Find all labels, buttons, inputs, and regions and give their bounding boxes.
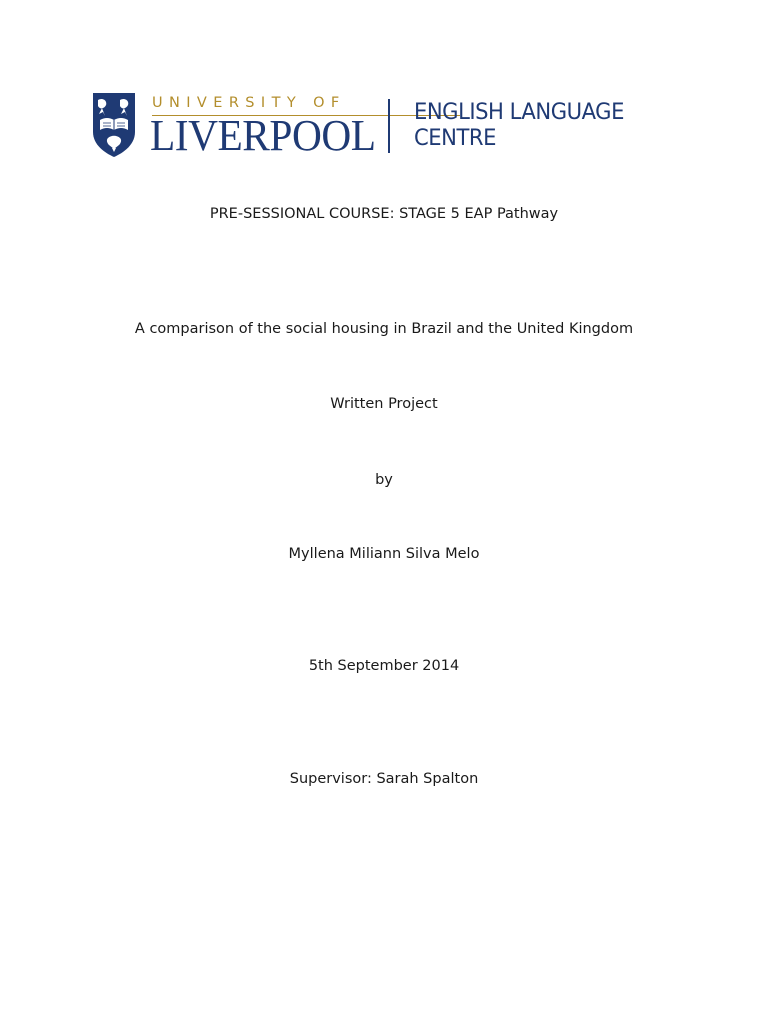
liverpool-crest-icon (92, 92, 136, 158)
by-label: by (375, 472, 393, 488)
supervisor-line: Supervisor: Sarah Spalton (289, 771, 479, 787)
course-heading: PRE-SESSIONAL COURSE: STAGE 5 EAP Pathway (209, 206, 559, 222)
university-of-text: UNIVERSITY OF (152, 95, 346, 111)
author-name: Myllena Miliann Silva Melo (288, 546, 480, 562)
university-logo (92, 92, 662, 160)
english-language-centre (414, 100, 624, 152)
document-date: 5th September 2014 (308, 658, 460, 674)
liverpool-wordmark: LIVERPOOL (150, 111, 376, 160)
logo-divider (388, 99, 390, 153)
centre-line-2: CENTRE (414, 126, 496, 151)
document-type: Written Project (330, 396, 438, 412)
centre-line-1: ENGLISH LANGUAGE (414, 100, 624, 125)
document-title: A comparison of the social housing in Brazil and the United Kingdom (134, 321, 634, 337)
